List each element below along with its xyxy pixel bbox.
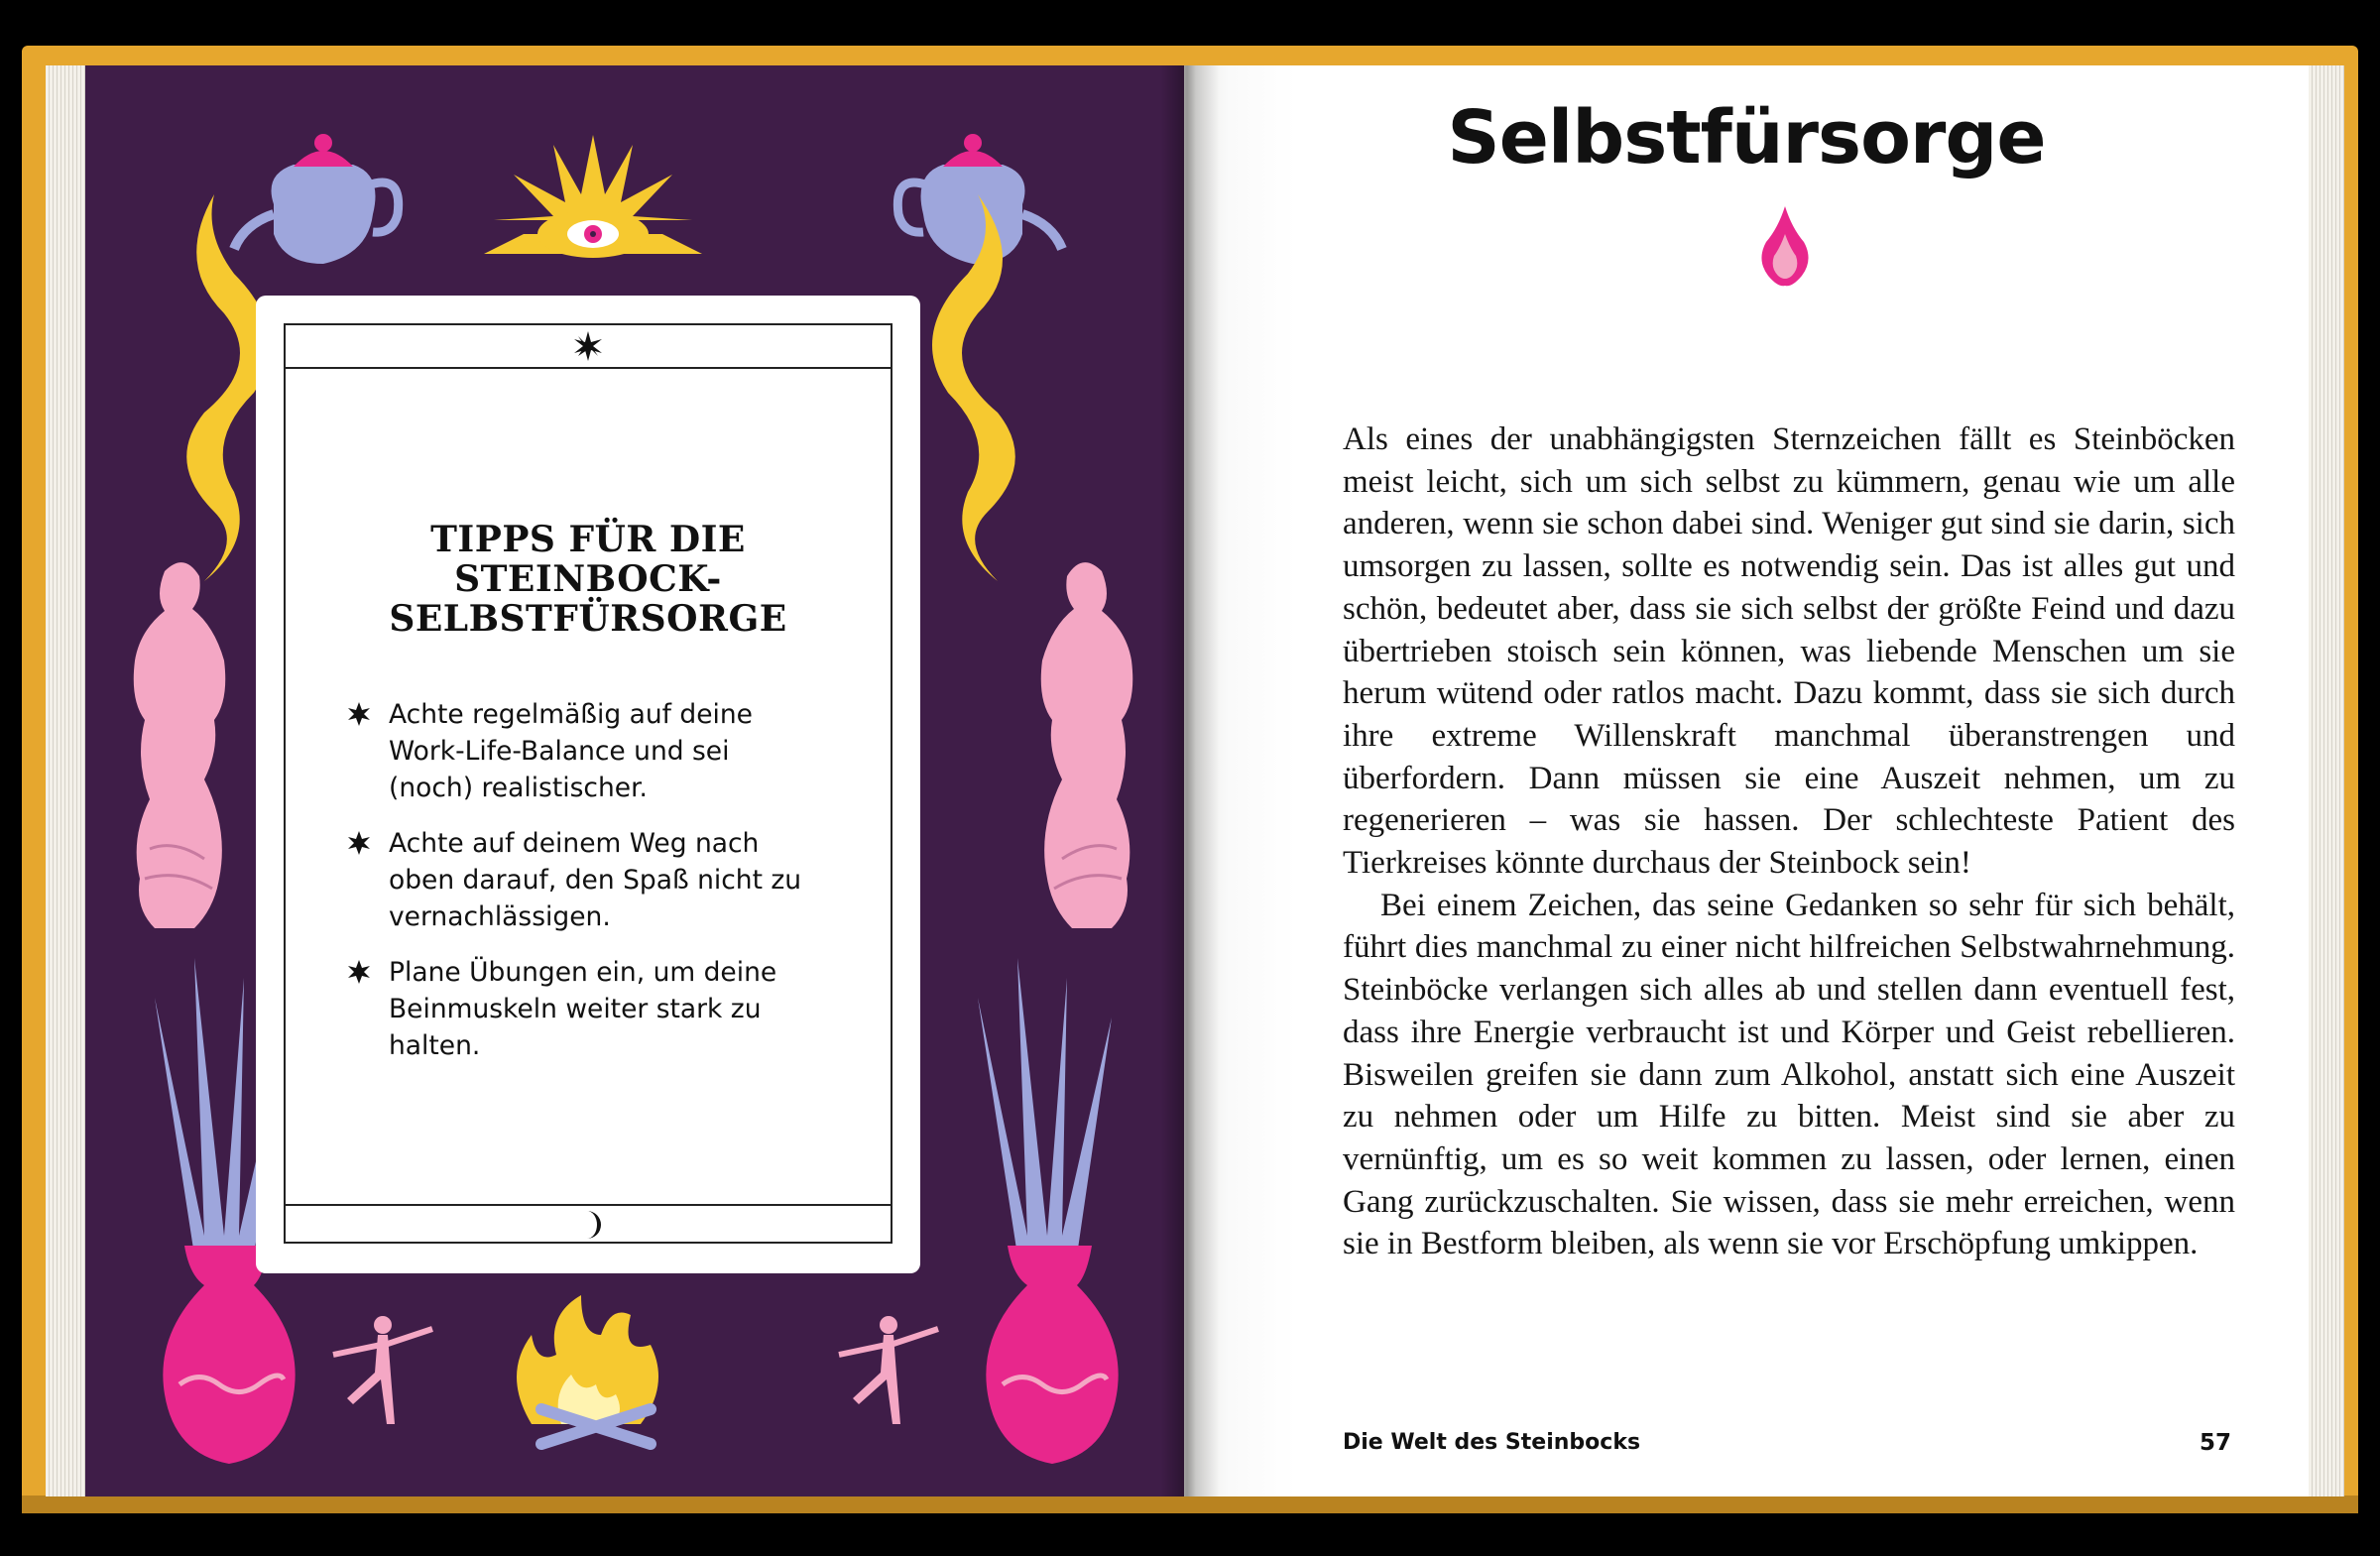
dancer-icon <box>839 1316 938 1424</box>
bullet-star-icon <box>345 829 373 857</box>
page-number: 57 <box>2199 1430 2231 1456</box>
tip-item <box>345 954 811 1064</box>
star-icon <box>568 329 608 363</box>
paragraph: Bei einem Zeichen, das seine Gedanken so sehr für sich behält, führt dies manchmal zu einer nicht hilfreichen Selbstwahrnehmung. Steinböcke verlangen sich alles ab und stellen dann eventuell fest, dass ihre Energie verbraucht ist und Körper und Geist rebellieren. Bisweilen greifen sie dann zum Alkohol, anstatt sich eine Auszeit zu nehmen oder um Hilfe zu bitten. Meist sind sie aber zu vernünftig, um es so weit kommen zu lassen, oder lernen, einen Gang zurückzuschalten. Sie wissen, dass sie mehr erreichen, wenn sie in Bestform bleiben, als wenn sie vor Erschöpfung umkippen. <box>1343 887 2235 1262</box>
sun-eye-icon <box>484 135 702 258</box>
tip-item <box>345 825 811 935</box>
campfire-icon <box>517 1295 658 1444</box>
venus-statue-icon <box>1041 562 1133 928</box>
body-text <box>1343 419 2235 1265</box>
page-stack-right <box>2309 65 2344 1496</box>
page-title: Selbstfürsorge <box>1447 95 2046 180</box>
bullet-star-icon <box>345 958 373 986</box>
tips-frame-divider-top <box>284 367 892 369</box>
tip-text: Achte auf deinem Weg nach oben darauf, den Spaß nicht zu vernachlässigen. <box>389 828 802 932</box>
book-gutter-shadow <box>1160 65 1220 1496</box>
dancer-icon <box>333 1316 432 1424</box>
teapot-icon <box>234 134 399 264</box>
tip-text: Plane Übungen ein, um deine Beinmuskeln weiter stark zu halten. <box>389 957 777 1061</box>
page-stack-left <box>46 65 85 1496</box>
book-cover-edge <box>22 1496 2358 1513</box>
tips-frame-divider-bottom <box>284 1204 892 1206</box>
tips-title: TIPPS FÜR DIE STEINBOCK-SELBSTFÜRSORGE <box>389 519 787 640</box>
bullet-star-icon <box>345 700 373 728</box>
tip-item <box>345 696 811 806</box>
paragraph: Als eines der unabhängigsten Sternzeichen fällt es Steinböcken meist leicht, sich um sich selbst zu kümmern, genau wie um alle anderen, wenn sie schon dabei sind. Weniger gut sind sie darin, sich umsorgen zu lassen, sollte es notwendig sein. Das ist alles gut und schön, bedeutet aber, dass sie sich selbst der größte Feind und dazu übertrieben stoisch sein können, was liebende Menschen um sie herum wütend oder ratlos macht. Dazu kommt, dass sie sich durch ihre extreme Willenskraft manchmal überanstrengen und überfordern. Dann müssen sie eine Auszeit nehmen, um zu regenerieren – was sie hassen. Der schlechteste Patient des Tierkreises könnte durchaus der Steinbock sein! <box>1343 421 2235 882</box>
plant-vase-icon <box>978 958 1119 1464</box>
running-footer: Die Welt des Steinbocks <box>1343 1430 1641 1455</box>
crescent-moon-icon <box>573 1209 603 1241</box>
venus-statue-icon <box>134 562 226 928</box>
flame-icon <box>1758 204 1812 288</box>
tip-text: Achte regelmäßig auf deine Work-Life-Balance und sei (noch) realistischer. <box>389 699 753 803</box>
